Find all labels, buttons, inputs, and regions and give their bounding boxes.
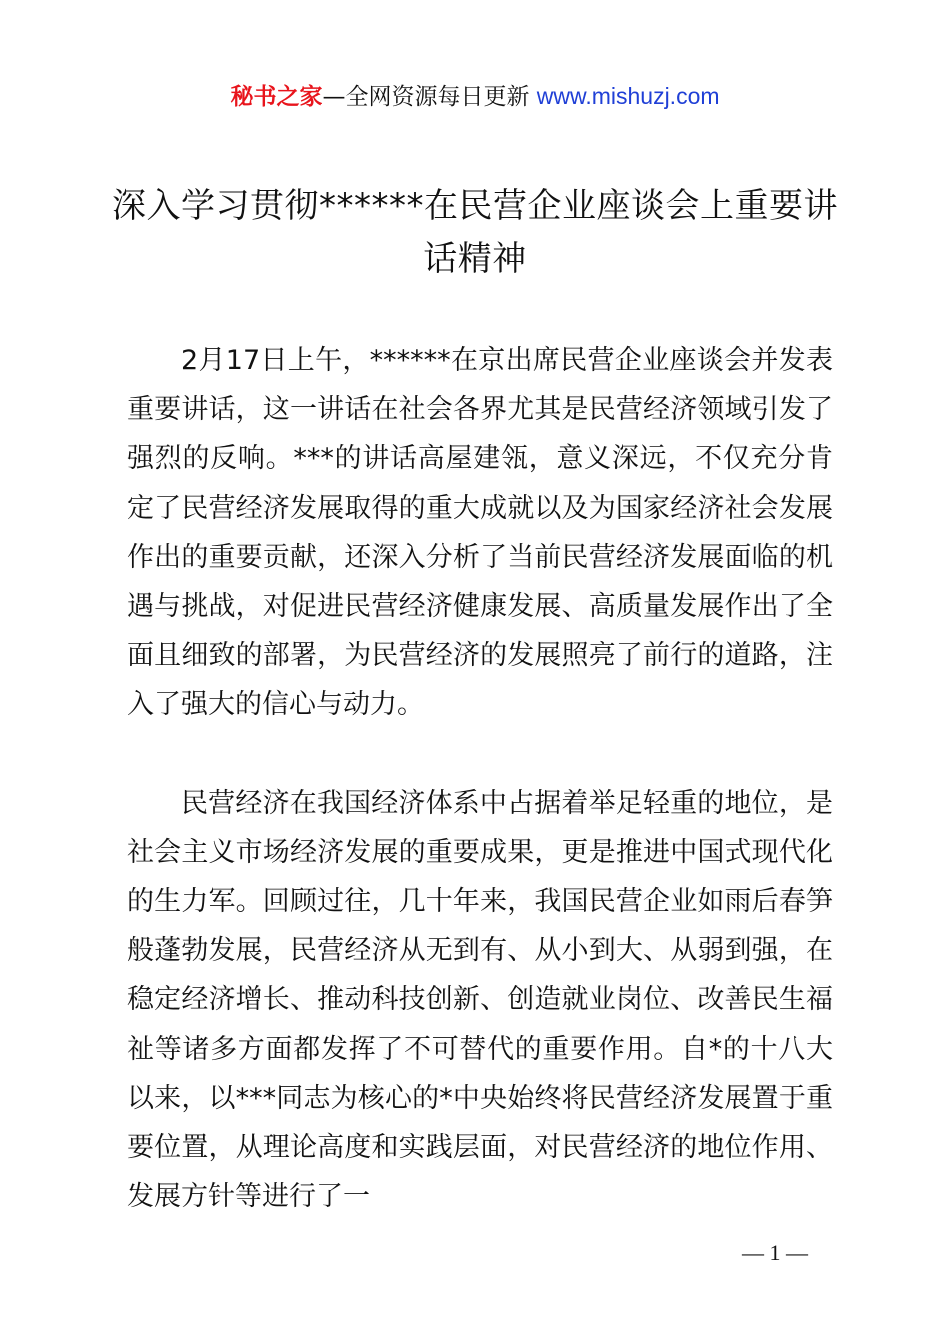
body-paragraph: 民营经济在我国经济体系中占据着举足轻重的地位，是社会主义市场经济发展的重要成果，更是推进中国式现代化的生力军。回顾过往，几十年来，我国民营企业如雨后春笋般蓬勃发展，民营经济从无到有、从小到大、从弱到强，在稳定经济增长、推动科技创新、创造就业岗位、改善民生福祉等诸多方面都发挥了不可替代的重要作用。自*的十八大以来，以***同志为核心的*中央始终将民营经济发展置于重要位置，从理论高度和实践层面，对民营经济的地位作用、发展方针等进行了一 (127, 787, 833, 1213)
page-number: — 1 — (742, 1240, 808, 1265)
document-title: 深入学习贯彻******在民营企业座谈会上重要讲话精神 (112, 186, 838, 279)
site-brand: 秘书之家 (230, 84, 323, 110)
site-url-link[interactable]: www.mishuzj.com (536, 83, 720, 109)
body-paragraph: 2月17日上午，******在京出席民营企业座谈会并发表重要讲话，这一讲话在社会各界尤其是民营经济领域引发了强烈的反响。***的讲话高屋建瓴，意义深远，不仅充分肯定了民营经济发展取得的重大成就以及为国家经济社会发展作出的重要贡献，还深入分析了当前民营经济发展面临的机遇与挑战，对促进民营经济健康发展、高质量发展作出了全面且细致的部署，为民营经济的发展照亮了前行的道路，注入了强大的信心与动力。 (127, 345, 833, 721)
site-slogan: —全网资源每日更新 (322, 84, 537, 110)
site-header (0, 80, 950, 113)
document-body (127, 336, 833, 1221)
